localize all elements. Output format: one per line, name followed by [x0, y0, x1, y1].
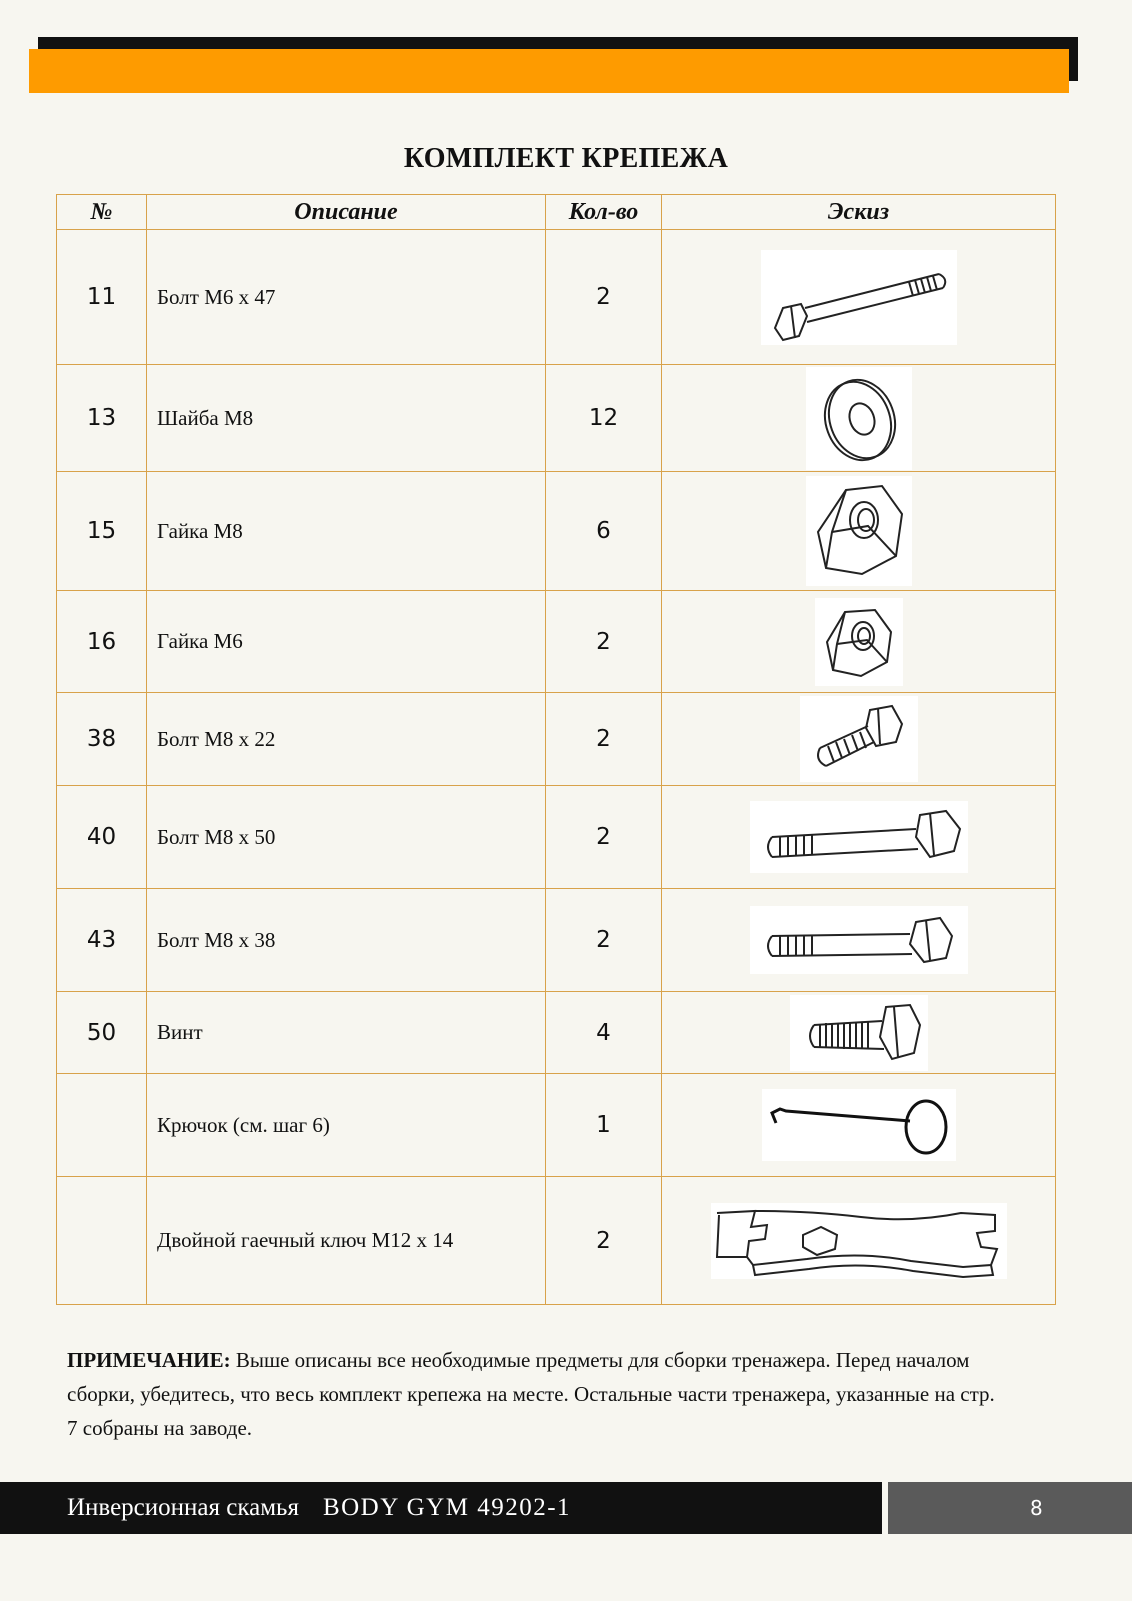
part-quantity: 12 [546, 365, 662, 472]
part-sketch [662, 365, 1056, 472]
table-row [57, 230, 1056, 365]
part-description: Болт М8 х 50 [147, 786, 546, 889]
hex-nut-icon [806, 476, 912, 586]
header-num: № [57, 195, 147, 230]
footer-page-box [888, 1482, 1132, 1534]
part-sketch [662, 230, 1056, 365]
table-row [57, 365, 1056, 472]
bolt-icon [750, 801, 968, 873]
header-description: Описание [147, 195, 546, 230]
table-row [57, 693, 1056, 786]
note-text: Выше описаны все необходимые предметы для сборки тренажера. Перед началом сборки, убедитесь, что весь комплект крепежа на месте. Остальные части тренажера, указанные на стр. 7 собраны на заводе. [67, 1348, 995, 1440]
part-quantity: 2 [546, 1177, 662, 1305]
hardware-table [56, 194, 1056, 1305]
part-quantity: 2 [546, 786, 662, 889]
bolt-icon [750, 906, 968, 974]
part-sketch [662, 1074, 1056, 1177]
part-sketch [662, 591, 1056, 693]
assembly-note [67, 1343, 1007, 1445]
washer-icon [806, 367, 912, 470]
double-wrench-icon [711, 1203, 1007, 1279]
part-quantity: 6 [546, 472, 662, 591]
part-number: 40 [57, 786, 147, 889]
part-sketch [662, 472, 1056, 591]
header-sketch: Эскиз [662, 195, 1056, 230]
part-number: 16 [57, 591, 147, 693]
table-row [57, 1074, 1056, 1177]
table-row [57, 786, 1056, 889]
part-quantity: 2 [546, 693, 662, 786]
part-sketch [662, 889, 1056, 992]
part-description: Крючок (см. шаг 6) [147, 1074, 546, 1177]
part-sketch [662, 786, 1056, 889]
page-title: КОМПЛЕКТ КРЕПЕЖА [403, 143, 729, 174]
table-row [57, 889, 1056, 992]
part-number: 13 [57, 365, 147, 472]
part-description: Гайка М8 [147, 472, 546, 591]
table-row [57, 1177, 1056, 1305]
part-description: Болт М6 х 47 [147, 230, 546, 365]
table-header-row [57, 195, 1056, 230]
part-description: Винт [147, 992, 546, 1074]
page-number: 8 [1030, 1496, 1043, 1520]
part-number: 50 [57, 992, 147, 1074]
part-description: Гайка М6 [147, 591, 546, 693]
footer-product: Инверсионная скамья [67, 1494, 299, 1521]
part-number: 38 [57, 693, 147, 786]
part-quantity: 2 [546, 230, 662, 365]
part-quantity: 4 [546, 992, 662, 1074]
footer-title [67, 1494, 571, 1522]
table-row [57, 992, 1056, 1074]
part-number [57, 1074, 147, 1177]
table-row [57, 591, 1056, 693]
part-sketch [662, 693, 1056, 786]
hook-icon [762, 1089, 956, 1161]
part-sketch [662, 1177, 1056, 1305]
short-bolt-icon [800, 696, 918, 782]
part-description: Болт М8 х 38 [147, 889, 546, 992]
footer-model: BODY GYM 49202-1 [322, 1494, 572, 1521]
long-bolt-icon [761, 250, 957, 345]
part-description: Болт М8 х 22 [147, 693, 546, 786]
note-label: ПРИМЕЧАНИЕ: [67, 1348, 231, 1372]
part-description: Двойной гаечный ключ М12 х 14 [147, 1177, 546, 1305]
part-number [57, 1177, 147, 1305]
screw-icon [790, 995, 928, 1071]
part-description: Шайба М8 [147, 365, 546, 472]
part-number: 11 [57, 230, 147, 365]
header-quantity: Кол-во [546, 195, 662, 230]
part-sketch [662, 992, 1056, 1074]
small-hex-nut-icon [815, 598, 903, 686]
part-quantity: 2 [546, 889, 662, 992]
table-row [57, 472, 1056, 591]
part-number: 15 [57, 472, 147, 591]
part-number: 43 [57, 889, 147, 992]
part-quantity: 1 [546, 1074, 662, 1177]
part-quantity: 2 [546, 591, 662, 693]
header-bar-orange [29, 49, 1069, 93]
